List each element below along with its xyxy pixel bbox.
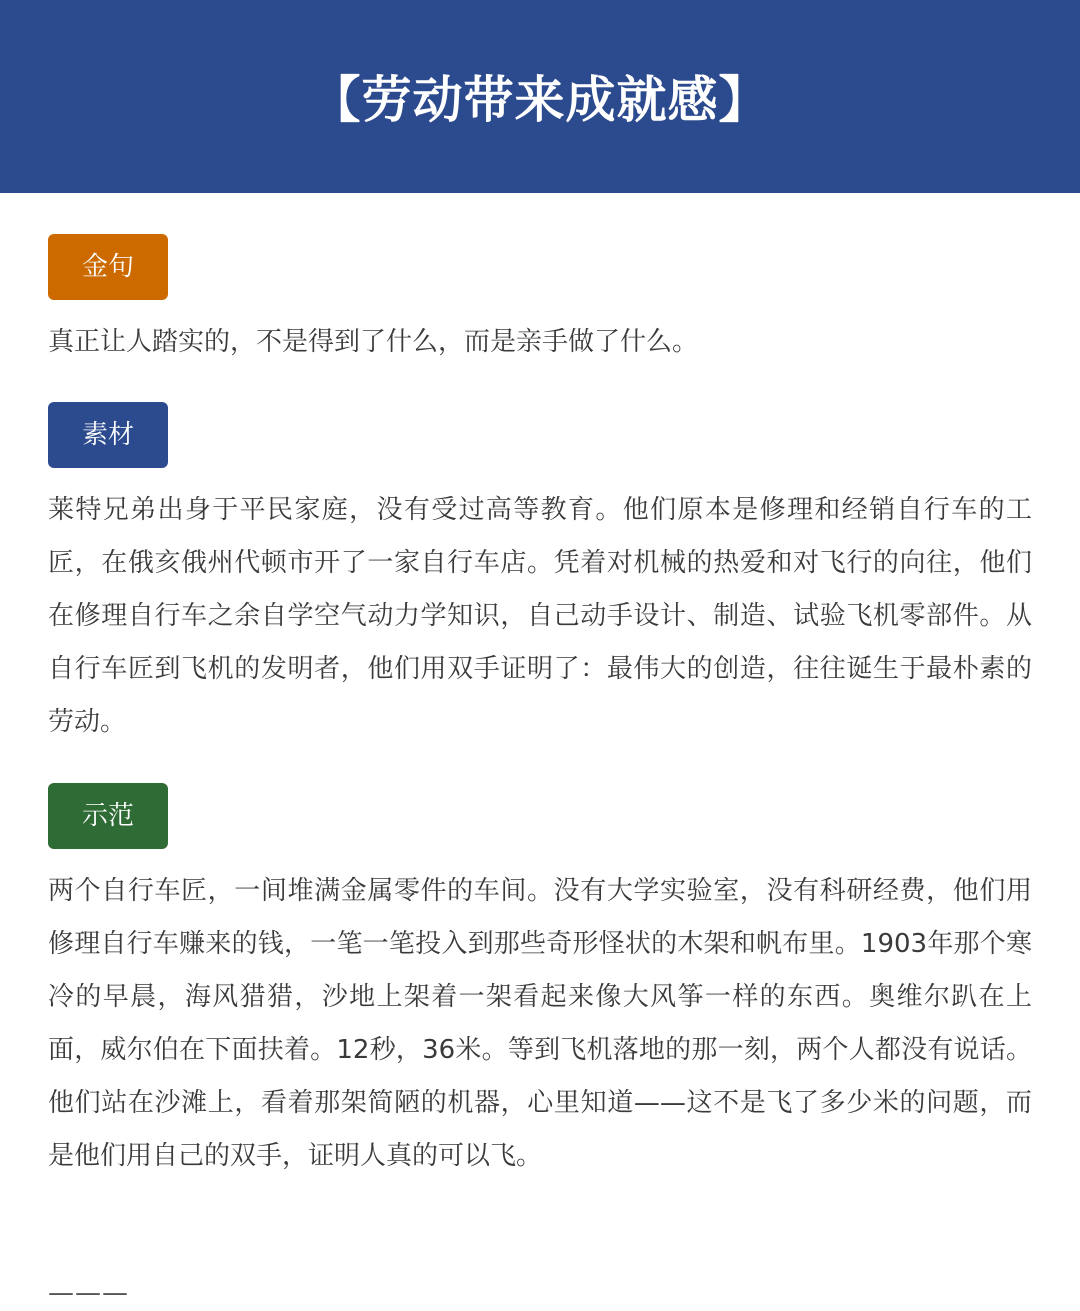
article-content: [0, 193, 1080, 1183]
section-label-golden-quote: 金句: [48, 234, 168, 300]
section-example: [48, 783, 1032, 1183]
header-banner: [0, 0, 1080, 193]
section-label-material: 素材: [48, 402, 168, 468]
page-title: 【劳动带来成就感】: [310, 70, 770, 129]
section-text-material: 莱特兄弟出身于平民家庭，没有受过高等教育。他们原本是修理和经销自行车的工匠，在俄亥俄州代顿市开了一家自行车店。凭着对机械的热爱和对飞行的向往，他们在修理自行车之余自学空气动力学知识，自己动手设计、制造、试验飞机零部件。从自行车匠到飞机的发明者，他们用双手证明了：最伟大的创造，往往诞生于最朴素的劳动。: [48, 495, 1032, 737]
section-label-example: 示范: [48, 783, 168, 849]
footer-divider: ———: [48, 1278, 129, 1308]
section-text-golden-quote: 真正让人踏实的，不是得到了什么，而是亲手做了什么。: [48, 327, 699, 357]
section-golden-quote: [48, 234, 1032, 369]
section-text-example: 两个自行车匠，一间堆满金属零件的车间。没有大学实验室，没有科研经费，他们用修理自行车赚来的钱，一笔一笔投入到那些奇形怪状的木架和帆布里。1903年那个寒冷的早晨，海风猎猎，沙地上架着一架看起来像大风筝一样的东西。奥维尔趴在上面，威尔伯在下面扶着。12秒，36米。等到飞机落地的那一刻，两个人都没有说话。他们站在沙滩上，看着那架简陋的机器，心里知道——这不是飞了多少米的问题，而是他们用自己的双手，证明人真的可以飞。: [48, 876, 1032, 1171]
section-material: [48, 402, 1032, 749]
